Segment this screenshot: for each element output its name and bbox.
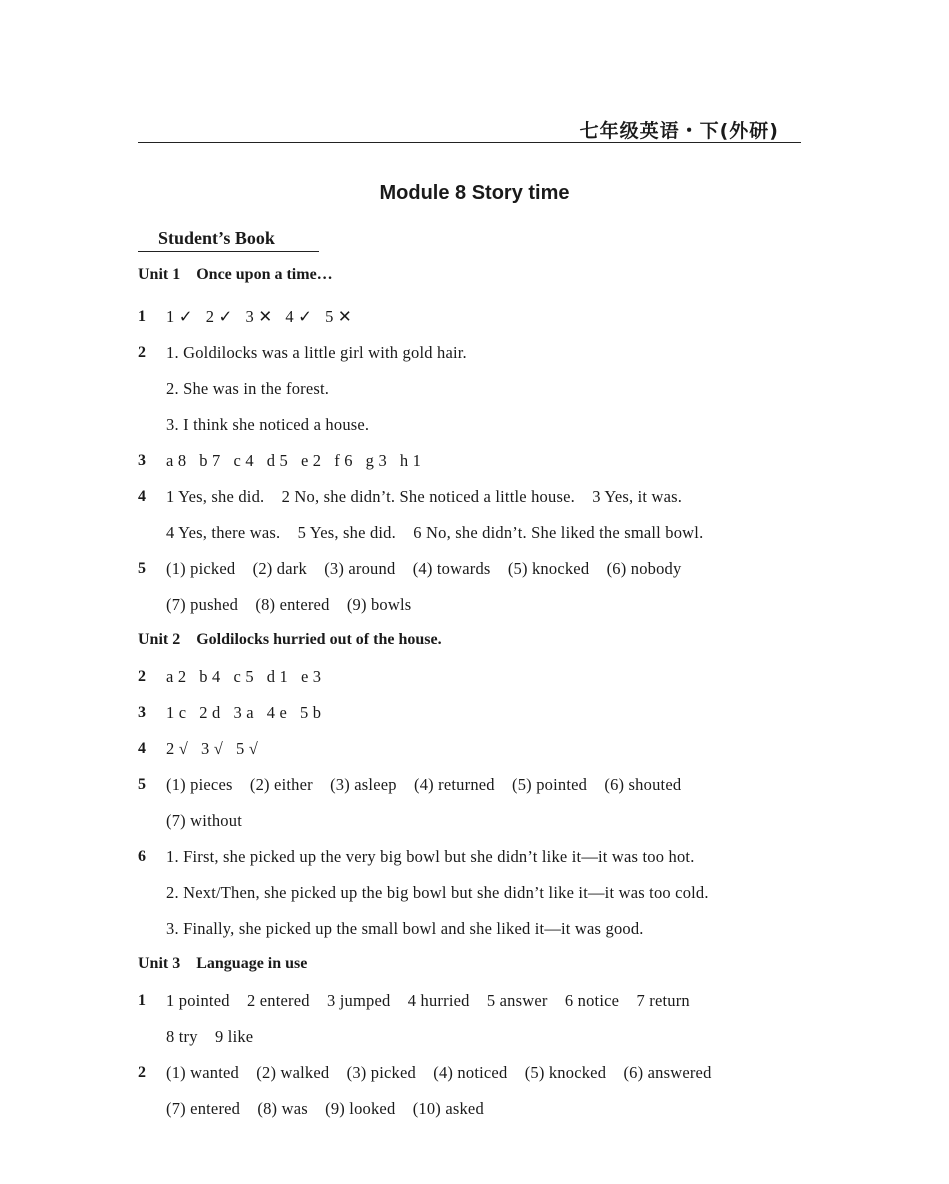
answer-line: a 2 b 4 c 5 d 1 e 3 xyxy=(166,667,322,686)
answer-line: 8 try 9 like xyxy=(166,1027,254,1046)
answer-line: (1) wanted (2) walked (3) picked (4) noticed (5) knocked (6) answered xyxy=(166,1063,712,1082)
item-number: 5 xyxy=(138,776,146,793)
module-title: Module 8 Story time xyxy=(379,182,570,204)
item-number: 3 xyxy=(138,452,146,469)
answer-line: 4 Yes, there was. 5 Yes, she did. 6 No, she didn’t. She liked the small bowl. xyxy=(166,523,704,542)
answer-line: 3. I think she noticed a house. xyxy=(166,415,370,434)
answer-line: 2. Next/Then, she picked up the big bowl but she didn’t like it—it was too cold. xyxy=(166,883,709,902)
item-number: 5 xyxy=(138,560,146,577)
item-number: 2 xyxy=(138,668,146,685)
unit-heading: Unit 2 Goldilocks hurried out of the house. xyxy=(138,631,442,648)
page-header xyxy=(138,116,801,143)
answer-line: 1 Yes, she did. 2 No, she didn’t. She noticed a little house. 3 Yes, it was. xyxy=(166,487,683,506)
answer-line: 3. Finally, she picked up the small bowl and she liked it—it was good. xyxy=(166,919,644,938)
answer-line: 1 c 2 d 3 a 4 e 5 b xyxy=(166,703,322,722)
answer-line: 1 pointed 2 entered 3 jumped 4 hurried 5 answer 6 notice 7 return xyxy=(166,991,690,1010)
answer-line: 1. First, she picked up the very big bowl but she didn’t like it—it was too hot. xyxy=(166,847,695,866)
answer-line: 2. She was in the forest. xyxy=(166,379,330,398)
answer-line: (7) entered (8) was (9) looked (10) asked xyxy=(166,1099,484,1118)
answer-line: (7) without xyxy=(166,811,242,830)
unit-heading: Unit 1 Once upon a time… xyxy=(138,266,333,283)
answer-line: a 8 b 7 c 4 d 5 e 2 f 6 g 3 h 1 xyxy=(166,451,422,470)
item-number: 6 xyxy=(138,848,146,865)
item-number: 1 xyxy=(138,992,146,1009)
answer-line: 1. Goldilocks was a little girl with gold hair. xyxy=(166,343,467,362)
item-number: 4 xyxy=(138,740,146,757)
section-heading-label: Student’s Book xyxy=(158,228,275,248)
item-number: 2 xyxy=(138,344,146,361)
answer-line: (1) picked (2) dark (3) around (4) towards (5) knocked (6) nobody xyxy=(166,559,682,578)
answer-line: 1 ✓ 2 ✓ 3 ✕ 4 ✓ 5 ✕ xyxy=(166,307,352,326)
item-number: 1 xyxy=(138,308,146,325)
item-number: 2 xyxy=(138,1064,146,1081)
answer-line: 2 √ 3 √ 5 √ xyxy=(166,739,259,758)
header-title: 七年级英语・下(外研) xyxy=(579,120,779,142)
item-number: 3 xyxy=(138,704,146,721)
answer-line: (7) pushed (8) entered (9) bowls xyxy=(166,595,412,614)
section-heading xyxy=(138,226,319,252)
item-number: 4 xyxy=(138,488,146,505)
unit-heading: Unit 3 Language in use xyxy=(138,955,308,972)
answer-line: (1) pieces (2) either (3) asleep (4) returned (5) pointed (6) shouted xyxy=(166,775,682,794)
